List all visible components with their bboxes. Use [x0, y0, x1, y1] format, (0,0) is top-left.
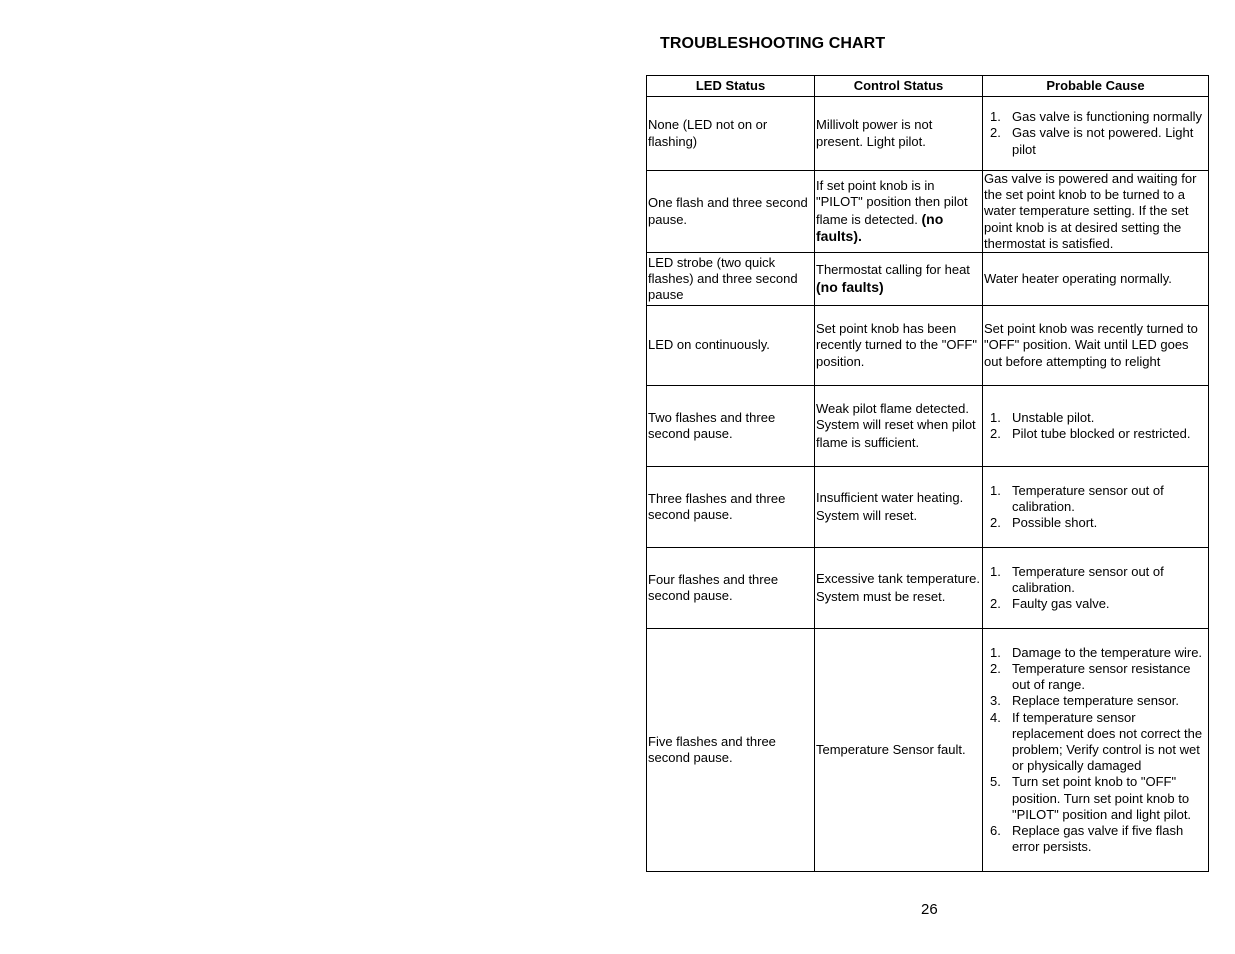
probable-cause-cell — [983, 386, 1209, 467]
cause-number: 4. — [990, 709, 1001, 725]
table-row — [647, 386, 1209, 467]
table-row — [647, 253, 1209, 306]
probable-cause-cell — [983, 548, 1209, 629]
control-status-cell — [815, 97, 983, 171]
cause-list — [984, 564, 1207, 613]
control-status-text: Insufficient water heating. System will reset. — [816, 490, 964, 523]
cause-item — [984, 823, 1207, 855]
cause-number: 6. — [990, 822, 1001, 838]
cause-number: 1. — [990, 409, 1001, 425]
cause-text: Unstable pilot. — [1012, 409, 1095, 425]
table-header-row — [647, 76, 1209, 97]
control-status-cell — [815, 253, 983, 306]
table-row — [647, 97, 1209, 171]
probable-cause-text: Gas valve is powered and waiting for the set point knob to be turned to a water temperature setting. If the set point knob is at desired setting the thermostat is satisfied. — [984, 171, 1197, 251]
control-status-text: Millivolt power is not present. Light pilot. — [816, 116, 933, 149]
cause-text: Replace temperature sensor. — [1012, 693, 1179, 709]
control-status-text: Set point knob has been recently turned to the "OFF" position. — [816, 320, 977, 370]
control-status-cell — [815, 306, 983, 386]
cause-item — [984, 483, 1207, 515]
cause-number: 2. — [990, 125, 1001, 141]
cause-number: 2. — [990, 596, 1001, 612]
cause-list — [984, 645, 1207, 856]
cause-text: Faulty gas valve. — [1012, 596, 1110, 612]
cause-item — [984, 774, 1207, 823]
led-status-cell: Five flashes and three second pause. — [647, 629, 815, 872]
cause-text: Damage to the temperature wire. — [1012, 644, 1203, 660]
cause-text: Temperature sensor out of calibration. — [1012, 482, 1164, 514]
cause-number: 3. — [990, 693, 1001, 709]
header-led-status: LED Status — [647, 76, 815, 97]
cause-number: 1. — [990, 482, 1001, 498]
cause-number: 1. — [990, 644, 1001, 660]
cause-item — [984, 109, 1207, 125]
led-status-cell: Four flashes and three second pause. — [647, 548, 815, 629]
control-status-text: Weak pilot flame detected. System will reset when pilot flame is sufficient. — [816, 401, 976, 450]
probable-cause-cell — [983, 306, 1209, 386]
control-status-cell — [815, 386, 983, 467]
probable-cause-cell — [983, 629, 1209, 872]
cause-list — [984, 483, 1207, 532]
cause-text: Pilot tube blocked or restricted. — [1012, 426, 1191, 442]
cause-text: Replace gas valve if five flash error persists. — [1012, 822, 1184, 855]
probable-cause-cell — [983, 253, 1209, 306]
cause-item — [984, 125, 1207, 157]
probable-cause-text: Set point knob was recently turned to "OFF" position. Wait until LED goes out before attempting to relight — [984, 321, 1198, 369]
probable-cause-cell — [983, 171, 1209, 253]
table-row — [647, 629, 1209, 872]
cause-text: Temperature sensor out of calibration. — [1012, 563, 1164, 595]
control-status-cell — [815, 171, 983, 253]
cause-item — [984, 661, 1207, 693]
troubleshooting-table — [646, 75, 1209, 872]
probable-cause-text: Water heater operating normally. — [984, 270, 1172, 286]
control-status-text: If set point knob is in "PILOT" position then pilot flame is detected. — [816, 178, 968, 227]
control-status-cell — [815, 629, 983, 872]
led-status-cell: None (LED not on or flashing) — [647, 97, 815, 171]
header-control-status: Control Status — [815, 76, 983, 97]
cause-number: 1. — [990, 109, 1001, 125]
cause-text: Gas valve is not powered. Light pilot — [1012, 125, 1194, 157]
cause-item — [984, 596, 1207, 612]
cause-number: 1. — [990, 563, 1001, 579]
led-status-cell: One flash and three second pause. — [647, 171, 815, 253]
cause-text: Temperature sensor resistance out of range. — [1012, 660, 1191, 693]
probable-cause-cell — [983, 97, 1209, 171]
led-status-cell: LED on continuously. — [647, 306, 815, 386]
control-status-bold: (no faults) — [816, 278, 884, 295]
led-status-cell: LED strobe (two quick flashes) and three second pause — [647, 253, 815, 306]
control-status-cell — [815, 548, 983, 629]
cause-item — [984, 564, 1207, 596]
cause-number: 5. — [990, 774, 1001, 790]
table-row — [647, 467, 1209, 548]
cause-number: 2. — [990, 515, 1001, 531]
cause-item — [984, 426, 1207, 442]
control-status-text: Temperature Sensor fault. — [816, 742, 966, 758]
cause-list — [984, 410, 1207, 442]
table-row — [647, 548, 1209, 629]
table-body — [647, 97, 1209, 872]
table-row — [647, 171, 1209, 253]
cause-list — [984, 109, 1207, 158]
cause-number: 2. — [990, 426, 1001, 442]
led-status-cell: Two flashes and three second pause. — [647, 386, 815, 467]
cause-text: Possible short. — [1012, 515, 1098, 531]
control-status-bold: (no faults). — [816, 210, 944, 244]
cause-number: 2. — [990, 660, 1001, 676]
control-status-text: Thermostat calling for heat — [816, 262, 970, 278]
table-row — [647, 306, 1209, 386]
control-status-text: Excessive tank temperature. System must be reset. — [816, 571, 981, 604]
cause-item — [984, 710, 1207, 775]
cause-text: Turn set point knob to "OFF" position. Turn set point knob to "PILOT" position and light pilot. — [1012, 774, 1192, 822]
header-probable-cause: Probable Cause — [983, 76, 1209, 97]
led-status-cell: Three flashes and three second pause. — [647, 467, 815, 548]
cause-item — [984, 645, 1207, 661]
probable-cause-cell — [983, 467, 1209, 548]
control-status-cell — [815, 467, 983, 548]
page-number: 26 — [921, 901, 938, 918]
cause-item — [984, 693, 1207, 709]
cause-item — [984, 410, 1207, 426]
cause-item — [984, 515, 1207, 531]
cause-text: If temperature sensor replacement does not correct the problem; Verify control is not wet or physically damaged — [1012, 709, 1203, 774]
cause-text: Gas valve is functioning normally — [1012, 109, 1203, 125]
page-title: TROUBLESHOOTING CHART — [660, 35, 886, 52]
